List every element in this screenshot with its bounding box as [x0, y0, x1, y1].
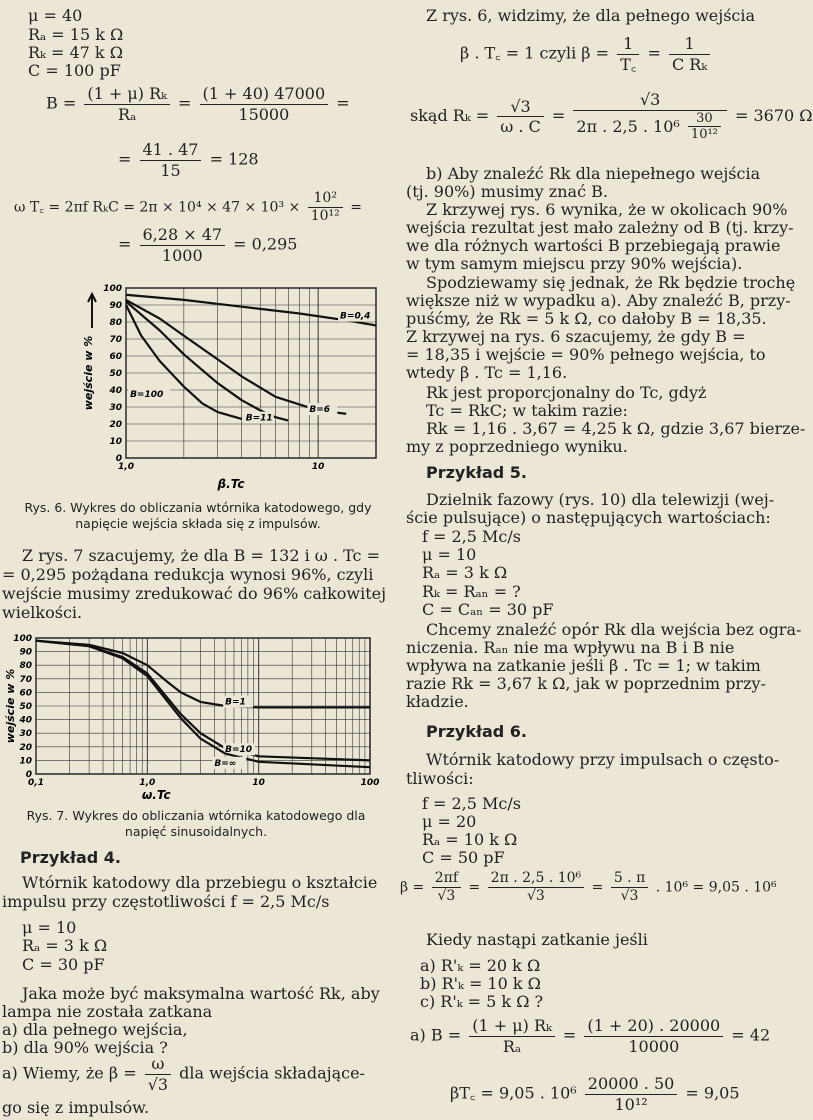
x-tick-label: 10: [252, 778, 265, 788]
y-tick-label: 80: [109, 318, 122, 328]
y-axis-arrow: [88, 294, 96, 328]
ex5-text-1: Dzielnik fazowy (rys. 10) dla telewizji (wej-: [426, 490, 775, 509]
y-tick-label: 70: [109, 335, 122, 345]
ex4-ra: Rₐ = 3 k Ω: [22, 936, 108, 955]
series-line-2: [126, 302, 288, 421]
y-tick-label: 20: [109, 420, 122, 430]
equation-b: B = $\frac{\text{(1 + μ) Rₖ}}{\text{Rₐ}}$ = $\frac{(1 + 40) 47000}{15000}$ =: [46, 84, 350, 124]
y-tick-label: 40: [109, 386, 122, 396]
ex6-text-2: tliwości:: [406, 769, 474, 788]
ex5-text-2: ście pulsujące) o następujących wartościach:: [406, 508, 771, 527]
pb-8: większe niż w wypadku a). Aby znaleźć B, przy-: [406, 291, 791, 310]
series-line-1: [36, 641, 370, 761]
r-line-1: Z rys. 6, widzimy, że dla pełnego wejścia: [426, 6, 756, 25]
example-6-title: Przykład 6.: [426, 722, 527, 741]
y-tick-label: 90: [19, 647, 32, 658]
pb-2: (tj. 90%) musimy znać B.: [406, 182, 608, 201]
ex5-body-3: wpływa na zatkanie jeśli β . Tc = 1; w takim: [406, 656, 761, 675]
y-tick-label: 10: [109, 437, 122, 447]
ex4-c: C = 30 pF: [22, 955, 105, 974]
equation-omega-result: = $\frac{6,28 \times 47}{1000}$ = 0,295: [118, 225, 298, 265]
r-eq-beta: β . T꜀ = 1 czyli β = $\frac{1}{T꜀}$ = $\frac{1}{\text{C Rₖ}}$: [460, 34, 713, 74]
series-label: B=0,4: [340, 311, 371, 322]
ex6-text-1: Wtórnik katodowy przy impulsach o często-: [426, 750, 780, 769]
series-line-2: [36, 641, 370, 768]
para1-line-3: wejście musimy zredukować do 96% całkowitej: [2, 584, 387, 603]
figure-6-chart: [80, 278, 400, 498]
figure-7-caption: Rys. 7. Wykres do obliczania wtórnika katodowego dla napięć sinusoidalnych.: [26, 808, 366, 840]
pb-12: wtedy β . Tc = 1,16.: [406, 363, 568, 382]
ex4-text-1: Wtórnik katodowy dla przebiegu o kształcie: [22, 873, 378, 892]
y-tick-label: 0: [115, 454, 122, 464]
para1-line-1: Z rys. 7 szacujemy, że dla B = 132 i ω . Tc =: [22, 546, 380, 565]
figure-6-caption: Rys. 6. Wykres do obliczania wtórnika katodowego, gdy napięcie wejścia składa się z impulsów.: [24, 500, 372, 532]
y-tick-label: 100: [103, 284, 122, 294]
y-tick-label: 50: [19, 702, 32, 712]
ex6-f: f = 2,5 Mc/s: [422, 794, 521, 813]
y-tick-label: 20: [19, 742, 32, 753]
given-rk: Rₖ = 47 k Ω: [28, 43, 123, 62]
ex6-c: C = 50 pF: [422, 848, 505, 867]
y-tick-label: 60: [109, 352, 122, 362]
y-tick-label: 60: [19, 688, 32, 699]
pb-13: Rk jest proporcjonalny do Tc, gdyż: [426, 383, 707, 402]
ex5-c: C = Cₐₙ = 30 pF: [422, 600, 554, 619]
pb-1: b) Aby znaleźć Rk dla niepełnego wejścia: [426, 164, 761, 183]
ex4-q-1: Jaka może być maksymalna wartość Rk, aby: [22, 984, 380, 1003]
pb-5: we dla różnych wartości B przebiegają prawie: [406, 236, 781, 255]
y-tick-label: 0: [25, 770, 32, 780]
ex6-ra: Rₐ = 10 k Ω: [422, 830, 518, 849]
y-axis-label: wejście w %: [82, 335, 95, 411]
equation-omega: ω T꜀ = 2πf RₖC = 2π × 10⁴ × 47 × 10³ × $\frac{\text{10²}}{\text{10¹²}}$ =: [14, 190, 362, 225]
pb-6: w tym samym miejscu przy 90% wejścia).: [406, 254, 743, 273]
ex6-b-eq: a) B = $\frac{\text{(1 + μ) Rₖ}}{\text{Rₐ}}$ = $\frac{(1 + 20) . 20000}{10000}$ = 42: [410, 1016, 771, 1056]
pb-16: my z poprzedniego wyniku.: [406, 437, 628, 456]
example-4-title: Przykład 4.: [20, 848, 121, 867]
y-tick-label: 80: [19, 661, 32, 672]
ex4-text-2: impulsu przy częstotliwości f = 2,5 Mc/s: [2, 892, 330, 911]
ex6-mu: μ = 20: [422, 812, 477, 831]
ex6-a: a) R'ₖ = 20 k Ω: [420, 956, 541, 975]
pb-4: wejścia rezultat jest mało zależny od B (tj. krzy-: [406, 218, 794, 237]
ex5-ra: Rₐ = 3 k Ω: [422, 563, 508, 582]
y-tick-label: 40: [19, 715, 32, 726]
x-tick-label: 1,0: [139, 778, 156, 788]
series-label: B=11: [245, 413, 273, 424]
y-tick-label: 100: [13, 634, 32, 644]
ex5-rk: Rₖ = Rₐₙ = ?: [422, 582, 521, 601]
y-tick-label: 30: [109, 403, 122, 413]
pb-9: puśćmy, że Rk = 5 k Ω, co dałoby B = 18,35.: [406, 309, 767, 328]
ex4-mu: μ = 10: [22, 918, 77, 937]
given-c: C = 100 pF: [28, 61, 121, 80]
x-tick-label: 100: [360, 778, 380, 788]
ex4-q-2: lampa nie została zatkana: [2, 1002, 213, 1021]
ex6-bt-eq: βT꜀ = 9,05 . 10⁶ $\frac{20000 . 50}{\text{10¹²}}$ = 9,05: [450, 1074, 740, 1114]
y-tick-label: 90: [109, 301, 122, 311]
series-label: B=1: [225, 697, 246, 708]
x-axis-label: β.Tc: [217, 477, 245, 491]
ex5-mu: μ = 10: [422, 545, 477, 564]
y-tick-label: 70: [19, 674, 32, 685]
given-ra: Rₐ = 15 k Ω: [28, 25, 124, 44]
x-tick-label: 0,1: [28, 778, 44, 788]
para1-line-4: wielkości.: [2, 603, 83, 622]
ex4-q-4: b) dla 90% wejścia ?: [2, 1038, 168, 1057]
y-tick-label: 10: [19, 756, 32, 767]
ex6-q: Kiedy nastąpi zatkanie jeśli: [426, 930, 648, 949]
series-line-0: [36, 641, 370, 708]
y-axis-label: wejście w %: [4, 668, 17, 744]
ex5-body-1: Chcemy znaleźć opór Rk dla wejścia bez ogra-: [426, 620, 802, 639]
series-label: B=10: [225, 745, 253, 756]
ex6-beta-eq: β = $\frac{2\pi f}{√3}$ = $\frac{\text{2π . 2,5 . 10⁶}}{√3}$ = $\frac{5 . \pi}{√3}$ . 10⁶ = 9,05 . 10⁶: [400, 870, 777, 905]
ex5-body-4: razie Rk = 3,67 k Ω, jak w poprzednim przy-: [406, 674, 766, 693]
ex5-f: f = 2,5 Mc/s: [422, 527, 521, 546]
figure-7-chart: [2, 630, 392, 805]
pb-7: Spodziewamy się jednak, że Rk będzie trochę: [426, 273, 796, 292]
x-tick-label: 1,0: [118, 462, 134, 472]
given-mu: μ = 40: [28, 6, 83, 25]
ex5-body-5: kładzie.: [406, 692, 469, 711]
pb-14: Tc = RkC; w takim razie:: [426, 401, 628, 420]
pb-3: Z krzywej rys. 6 wynika, że w okolicach 90%: [426, 200, 788, 219]
equation-b-result: = $\frac{41 . 47}{15}$ = 128: [118, 140, 259, 180]
ex6-c2: c) R'ₖ = 5 k Ω ?: [420, 992, 544, 1011]
example-5-title: Przykład 5.: [426, 463, 527, 482]
series-label: B=6: [309, 405, 331, 416]
pb-11: = 18,35 i wejście = 90% pełnego wejścia, to: [406, 345, 766, 364]
r-eq-rk: skąd Rₖ = $\frac{√3}{\omega . C}$ = √3 2π . 2,5 . 10⁶ $\frac{30}{\text{10¹²}}$ = 3670 Ω: [410, 90, 813, 143]
para1-line-2: = 0,295 pożądana redukcja wynosi 96%, czyli: [2, 565, 374, 584]
x-axis-label: ω.Tc: [141, 788, 171, 802]
y-tick-label: 30: [19, 729, 32, 740]
series-label: B=100: [130, 389, 164, 400]
ex4-answer-a-last: go się z impulsów.: [2, 1098, 150, 1117]
ex5-body-2: niczenia. Rₐₙ nie ma wpływu na B i B nie: [406, 638, 735, 657]
ex6-b: b) R'ₖ = 10 k Ω: [420, 974, 541, 993]
ex4-q-3: a) dla pełnego wejścia,: [2, 1020, 188, 1039]
ex4-answer-a: a) Wiemy, że β = $\frac{\omega}{√3}$ dla wejścia składające-: [2, 1054, 365, 1094]
pb-15: Rk = 1,16 . 3,67 = 4,25 k Ω, gdzie 3,67 bierze-: [426, 419, 806, 438]
y-tick-label: 50: [109, 369, 122, 379]
pb-10: Z krzywej na rys. 6 szacujemy, że gdy B =: [406, 327, 746, 346]
series-label: B=∞: [214, 758, 237, 769]
x-tick-label: 10: [311, 462, 325, 472]
